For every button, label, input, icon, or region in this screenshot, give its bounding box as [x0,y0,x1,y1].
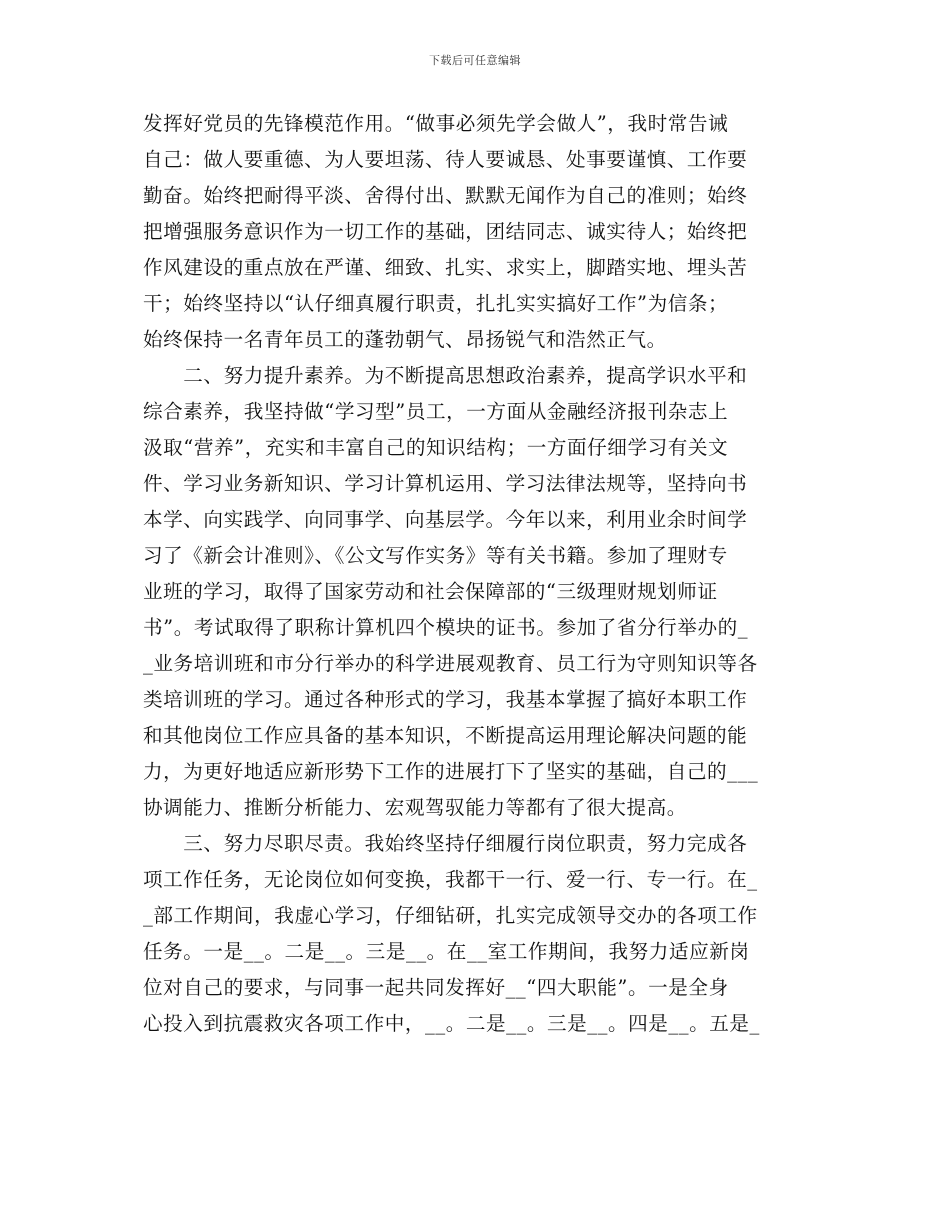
text-line: 类培训班的学习。通过各种形式的学习，我基本掌握了搞好本职工作 [143,688,748,711]
text-line: 位对自己的要求，与同事一起共同发挥好__“四大职能”。一是全身 [143,976,729,999]
text-line: 二、努力提升素养。为不断提高思想政治素养，提高学识水平和 [143,364,748,387]
text-line: 和其他岗位工作应具备的基本知识，不断提高运用理论解决问题的能 [143,724,748,747]
text-line: 把增强服务意识作为一切工作的基础，团结同志、诚实待人；始终把 [143,220,748,243]
text-line: 件、学习业务新知识、学习计算机运用、学习法律法规等，坚持向书 [143,472,748,495]
text-line: 习了《新会计准则》、《公文写作实务》等有关书籍。参加了理财专 [143,544,728,567]
text-line: 业班的学习，取得了国家劳动和社会保障部的“三级理财规划师证 [143,580,718,603]
text-line: 综合素养，我坚持做“学习型”员工，一方面从金融经济报刊杂志上 [143,400,729,423]
text-line: 汲取“营养”，充实和丰富自己的知识结构；一方面仔细学习有关文 [143,436,729,459]
text-line: 书”。考试取得了职称计算机四个模块的证书。参加了省分行举办的_ [143,616,749,639]
text-line: 协调能力、推断分析能力、宏观驾驭能力等都有了很大提高。 [143,796,687,819]
text-line: 勤奋。始终把耐得平淡、舍得付出、默默无闻作为自己的准则；始终 [143,184,748,207]
document-body [143,106,807,1042]
text-line: 任务。一是__。二是__。三是__。在__室工作期间，我努力适应新岗 [143,940,750,963]
text-line: 心投入到抗震救灾各项工作中，__。二是__。三是__。四是__。五是_ [143,1012,760,1035]
text-line: 自己：做人要重德、为人要坦荡、待人要诚恳、处事要谨慎、工作要 [143,148,748,171]
text-line: 项工作任务，无论岗位如何变换，我都干一行、爱一行、专一行。在_ [143,868,758,891]
page-header: 下载后可任意编辑 [429,54,521,67]
text-line: 干；始终坚持以“认仔细真履行职责，扎扎实实搞好工作”为信条； [143,292,729,315]
text-line: 力，为更好地适应新形势下工作的进展打下了坚实的基础，自己的___ [143,760,759,783]
text-line: 三、努力尽职尽责。我始终坚持仔细履行岗位职责，努力完成各 [143,832,748,855]
text-line: 发挥好党员的先锋模范作用。“做事必须先学会做人”，我时常告诫 [143,112,729,135]
text-line: _业务培训班和市分行举办的科学进展观教育、员工行为守则知识等各 [143,652,758,675]
text-line: _部工作期间，我虚心学习，仔细钻研，扎实完成领导交办的各项工作 [143,904,758,927]
text-line: 作风建设的重点放在严谨、细致、扎实、求实上，脚踏实地、埋头苦 [143,256,748,279]
text-line: 本学、向实践学、向同事学、向基层学。今年以来，利用业余时间学 [143,508,748,531]
text-line: 始终保持一名青年员工的蓬勃朝气、昂扬锐气和浩然正气。 [143,328,667,351]
